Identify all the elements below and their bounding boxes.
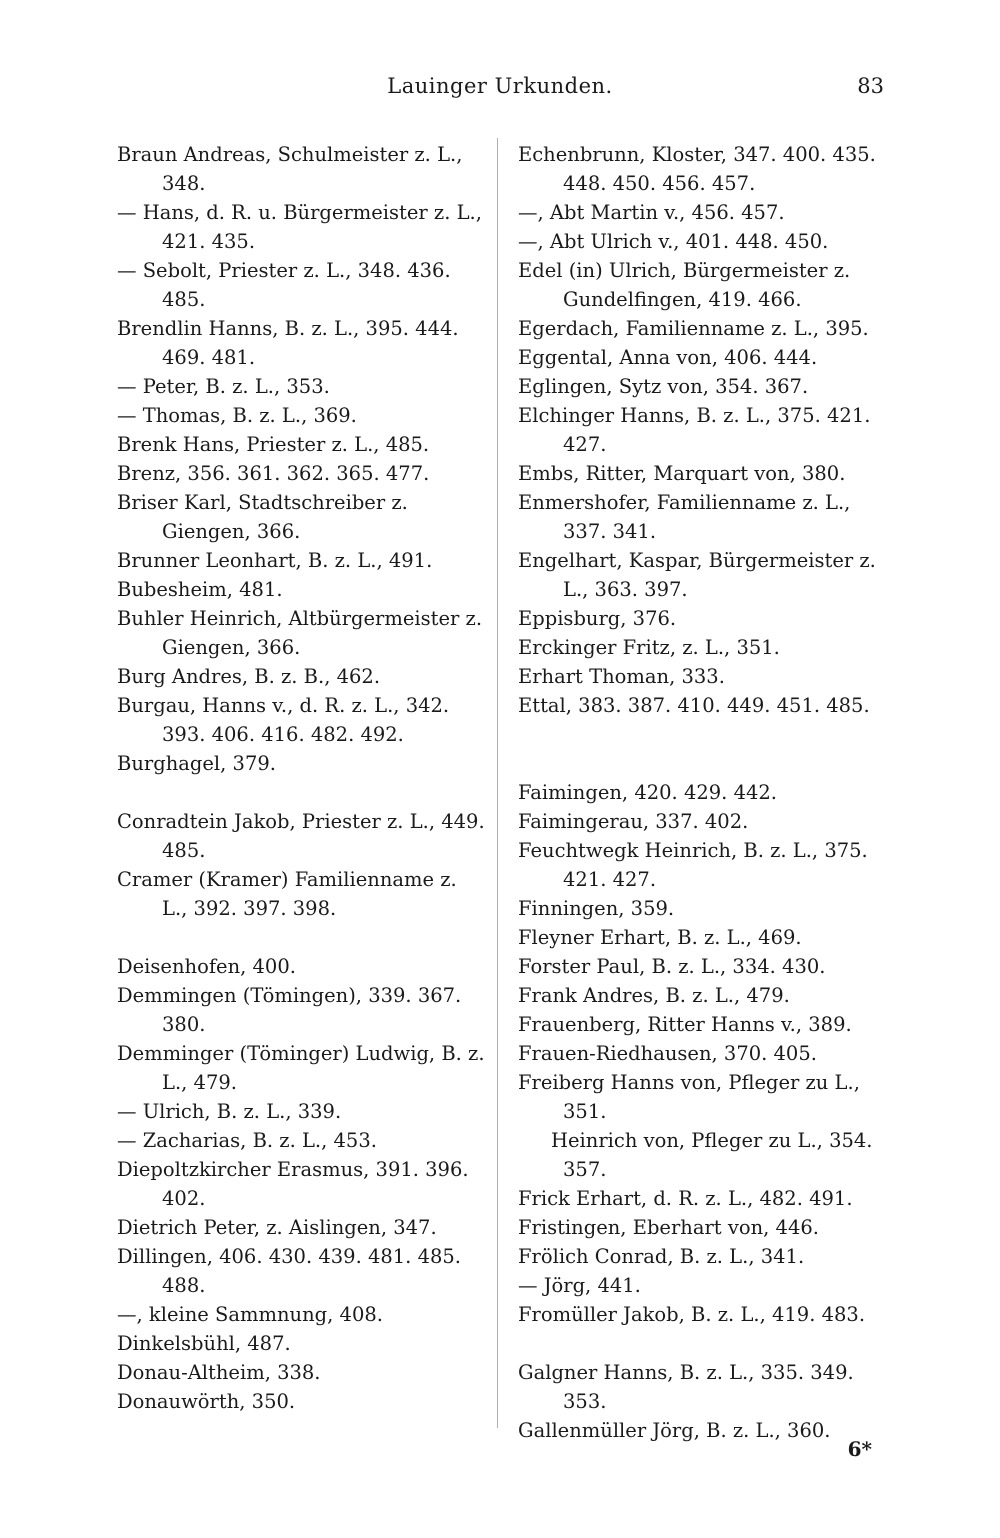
- running-title: Lauinger Urkunden.: [387, 74, 613, 98]
- index-entry: Frölich Conrad, B. z. L., 341.: [518, 1245, 805, 1268]
- index-entry: Faimingen, 420. 429. 442.: [518, 781, 777, 804]
- index-entry: Egerdach, Familienname z. L., 395.: [518, 317, 869, 340]
- index-entry: Burghagel, 379.: [117, 752, 276, 775]
- index-entry: Demminger (Töminger) Ludwig, B. z. L., 479.: [117, 1042, 485, 1094]
- index-entry: Feuchtwegk Heinrich, B. z. L., 375. 421. 427.: [518, 839, 868, 891]
- index-entry: Diepoltzkircher Erasmus, 391. 396. 402.: [117, 1158, 469, 1210]
- index-entry: Fleyner Erhart, B. z. L., 469.: [518, 926, 802, 949]
- index-entry: — Hans, d. R. u. Bürgermeister z. L., 421. 435.: [117, 201, 482, 253]
- index-entry: Eglingen, Sytz von, 354. 367.: [518, 375, 809, 398]
- index-entry: Elchinger Hanns, B. z. L., 375. 421. 427.: [518, 404, 871, 456]
- index-entry: — Jörg, 441.: [518, 1274, 641, 1297]
- index-entry: Eppisburg, 376.: [518, 607, 677, 630]
- index-entry: Brenk Hans, Priester z. L., 485.: [117, 433, 430, 456]
- index-entry: Demmingen (Tömingen), 339. 367. 380.: [117, 984, 462, 1036]
- index-entry: Echenbrunn, Kloster, 347. 400. 435. 448. 450. 456. 457.: [518, 143, 876, 195]
- index-entry: Briser Karl, Stadtschreiber z. Giengen, 366.: [117, 491, 408, 543]
- index-entry: Frauenberg, Ritter Hanns v., 389.: [518, 1013, 852, 1036]
- index-entry: Burg Andres, B. z. B., 462.: [117, 665, 381, 688]
- index-entry: Forster Paul, B. z. L., 334. 430.: [518, 955, 826, 978]
- index-entry: Deisenhofen, 400.: [117, 955, 296, 978]
- entry-gap: [518, 749, 890, 778]
- index-entry: Heinrich von, Pfleger zu L., 354. 357.: [551, 1129, 873, 1181]
- index-entry: Erckinger Fritz, z. L., 351.: [518, 636, 780, 659]
- entry-gap: [518, 720, 890, 749]
- index-entry: Dillingen, 406. 430. 439. 481. 485. 488.: [117, 1245, 462, 1297]
- index-entry: — Ulrich, B. z. L., 339.: [117, 1100, 342, 1123]
- index-entry: Dinkelsbühl, 487.: [117, 1332, 291, 1355]
- index-entry: — Thomas, B. z. L., 369.: [117, 404, 357, 427]
- index-entry: —, Abt Ulrich v., 401. 448. 450.: [518, 230, 829, 253]
- index-entry: Frank Andres, B. z. L., 479.: [518, 984, 790, 1007]
- index-entry: Buhler Heinrich, Altbürgermeister z. Giengen, 366.: [117, 607, 483, 659]
- index-entry: Bubesheim, 481.: [117, 578, 283, 601]
- index-entry: Dietrich Peter, z. Aislingen, 347.: [117, 1216, 437, 1239]
- entry-gap: [117, 778, 487, 807]
- index-entry: Conradtein Jakob, Priester z. L., 449. 485.: [117, 810, 485, 862]
- index-entry: Eggental, Anna von, 406. 444.: [518, 346, 818, 369]
- column-divider: [497, 138, 498, 1428]
- index-entry: Embs, Ritter, Marquart von, 380.: [518, 462, 846, 485]
- index-entry: — Sebolt, Priester z. L., 348. 436. 485.: [117, 259, 451, 311]
- index-entry: Brendlin Hanns, B. z. L., 395. 444. 469. 481.: [117, 317, 459, 369]
- index-entry: Gallenmüller Jörg, B. z. L., 360.: [518, 1419, 831, 1442]
- index-entry: Finningen, 359.: [518, 897, 675, 920]
- index-entry: Erhart Thoman, 333.: [518, 665, 725, 688]
- index-entry: —, kleine Sammnung, 408.: [117, 1303, 383, 1326]
- index-entry: Ettal, 383. 387. 410. 449. 451. 485.: [518, 694, 870, 717]
- index-entry: — Zacharias, B. z. L., 453.: [117, 1129, 377, 1152]
- index-entry: Fromüller Jakob, B. z. L., 419. 483.: [518, 1303, 866, 1326]
- index-entry: Cramer (Kramer) Familienname z. L., 392. 397. 398.: [117, 868, 457, 920]
- entry-gap: [117, 923, 487, 952]
- index-entry: Engelhart, Kaspar, Bürgermeister z. L., 363. 397.: [518, 549, 876, 601]
- index-entry: Donau-Altheim, 338.: [117, 1361, 321, 1384]
- sheet-signature: 6*: [847, 1437, 872, 1461]
- index-entry: Brunner Leonhart, B. z. L., 491.: [117, 549, 433, 572]
- right-index-column: [518, 140, 890, 1445]
- index-entry: Braun Andreas, Schulmeister z. L., 348.: [117, 143, 463, 195]
- index-entry: Frauen-Riedhausen, 370. 405.: [518, 1042, 817, 1065]
- index-entry: Brenz, 356. 361. 362. 365. 477.: [117, 462, 430, 485]
- index-entry: Burgau, Hanns v., d. R. z. L., 342. 393. 406. 416. 482. 492.: [117, 694, 450, 746]
- index-entry: Freiberg Hanns von, Pfleger zu L., 351.: [518, 1071, 860, 1123]
- index-entry: Frick Erhart, d. R. z. L., 482. 491.: [518, 1187, 853, 1210]
- index-entry: —, Abt Martin v., 456. 457.: [518, 201, 785, 224]
- index-entry: Edel (in) Ulrich, Bürgermeister z. Gundelfingen, 419. 466.: [518, 259, 851, 311]
- index-entry: Donauwörth, 350.: [117, 1390, 296, 1413]
- left-index-column: [117, 140, 487, 1416]
- page-number: 83: [857, 74, 884, 98]
- index-entry: — Peter, B. z. L., 353.: [117, 375, 330, 398]
- entry-gap: [518, 1329, 890, 1358]
- index-entry: Galgner Hanns, B. z. L., 335. 349. 353.: [518, 1361, 854, 1413]
- index-entry: Faimingerau, 337. 402.: [518, 810, 749, 833]
- index-entry: Fristingen, Eberhart von, 446.: [518, 1216, 819, 1239]
- index-entry: Enmershofer, Familienname z. L., 337. 341.: [518, 491, 851, 543]
